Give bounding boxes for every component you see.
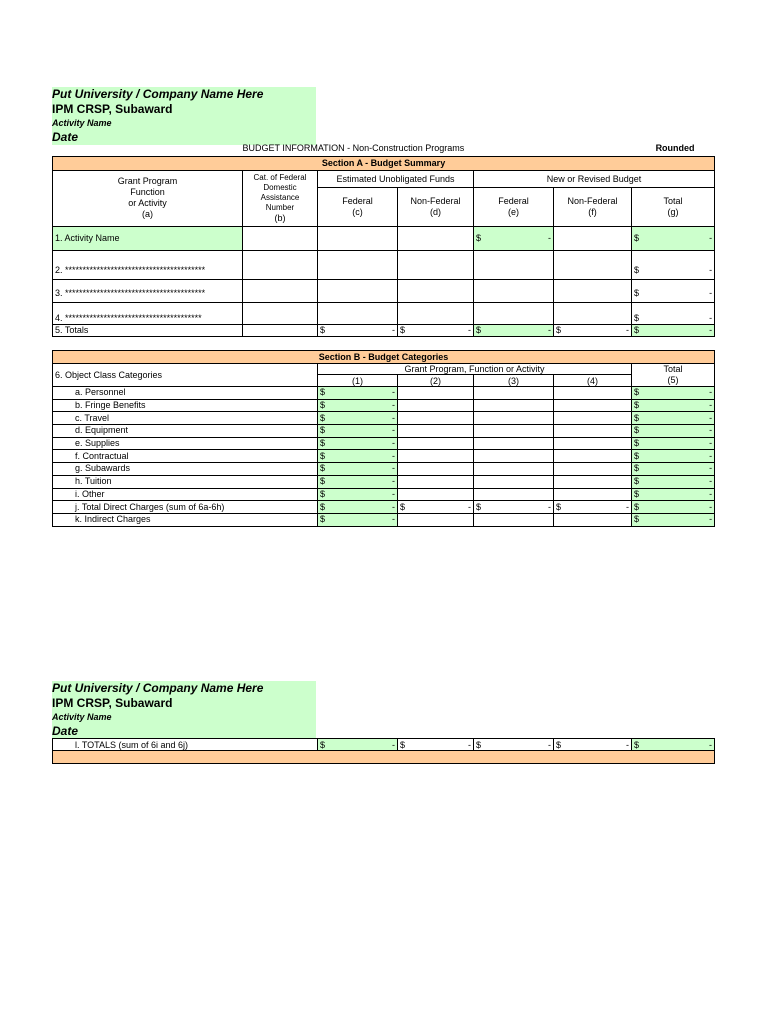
input-cell[interactable]	[554, 513, 632, 526]
table-row	[53, 250, 715, 279]
money-cell[interactable]: $ -	[318, 475, 398, 488]
money-cell[interactable]: $ -	[398, 501, 474, 514]
input-cell[interactable]	[398, 450, 474, 463]
row-label: g. Subawards	[53, 463, 318, 476]
money-cell[interactable]: $ -	[632, 399, 715, 412]
money-cell: $ -	[632, 739, 715, 751]
input-cell[interactable]	[554, 475, 632, 488]
input-cell[interactable]	[474, 399, 554, 412]
money-cell[interactable]: $ -	[318, 399, 398, 412]
input-cell[interactable]	[398, 279, 474, 302]
header-block-2	[52, 681, 316, 739]
money-cell[interactable]: $ -	[318, 412, 398, 425]
input-cell[interactable]	[398, 226, 474, 250]
row-label: h. Tuition	[53, 475, 318, 488]
row-label: i. Other	[53, 488, 318, 501]
section-b-title: Section B - Budget Categories	[53, 351, 715, 364]
rounded-label: Rounded	[655, 143, 695, 153]
input-cell[interactable]	[318, 302, 398, 324]
table-row	[53, 412, 715, 425]
subaward-label: IPM CRSP, Subaward	[52, 696, 173, 710]
money-cell: $ -	[554, 324, 632, 336]
input-cell[interactable]	[554, 425, 632, 438]
money-cell[interactable]: $ -	[318, 437, 398, 450]
col-d-header: Non-Federal (d)	[398, 187, 474, 226]
section-b-table	[52, 350, 715, 527]
grant-program-header: Grant Program, Function or Activity	[318, 364, 632, 375]
input-cell[interactable]	[474, 475, 554, 488]
table-row	[53, 279, 715, 302]
input-cell[interactable]	[474, 463, 554, 476]
money-cell[interactable]: $ -	[632, 501, 715, 514]
totals-row	[53, 739, 715, 751]
money-cell[interactable]: $ -	[318, 501, 398, 514]
input-cell[interactable]	[398, 488, 474, 501]
input-cell[interactable]	[398, 250, 474, 279]
table-row	[53, 475, 715, 488]
row-label: 4. ***************************************	[53, 302, 243, 324]
subaward-label: IPM CRSP, Subaward	[52, 102, 173, 116]
section-a-table	[52, 143, 715, 337]
money-cell[interactable]: $ -	[632, 387, 715, 400]
money-cell[interactable]: $ -	[632, 463, 715, 476]
total-5-header: Total (5)	[632, 364, 715, 387]
row-label: e. Supplies	[53, 437, 318, 450]
input-cell[interactable]	[554, 226, 632, 250]
input-cell[interactable]	[474, 387, 554, 400]
input-cell[interactable]	[474, 302, 554, 324]
table-row	[53, 425, 715, 438]
row-label: a. Personnel	[53, 387, 318, 400]
table-row	[53, 302, 715, 324]
table-row	[53, 399, 715, 412]
money-cell: $ -	[318, 324, 398, 336]
input-cell[interactable]	[554, 399, 632, 412]
money-cell[interactable]: $ -	[632, 437, 715, 450]
input-cell[interactable]	[474, 437, 554, 450]
input-cell[interactable]	[474, 450, 554, 463]
money-cell[interactable]: $ -	[632, 450, 715, 463]
money-cell: $ -	[318, 739, 398, 751]
input-cell[interactable]	[554, 488, 632, 501]
input-cell[interactable]	[554, 412, 632, 425]
input-cell[interactable]	[398, 475, 474, 488]
money-cell[interactable]: $ -	[554, 501, 632, 514]
date-label: Date	[52, 130, 79, 144]
col-g-header: Total (g)	[632, 187, 715, 226]
money-cell: $ -	[474, 324, 554, 336]
input-cell[interactable]	[474, 425, 554, 438]
col-a-header: Grant Program Function or Activity (a)	[53, 170, 243, 226]
row-label: b. Fringe Benefits	[53, 399, 318, 412]
input-cell[interactable]	[398, 302, 474, 324]
table-row	[53, 488, 715, 501]
row-label: 5. Totals	[53, 324, 243, 336]
money-cell: $ -	[554, 739, 632, 751]
table-row	[53, 463, 715, 476]
col-b-header: Cat. of Federal Domestic Assistance Number (b)	[243, 170, 318, 226]
money-cell: $ -	[398, 739, 474, 751]
input-cell[interactable]	[318, 250, 398, 279]
input-cell[interactable]	[398, 437, 474, 450]
col-4-header: (4)	[554, 375, 632, 387]
row-label: f. Contractual	[53, 450, 318, 463]
company-name: Put University / Company Name Here	[52, 87, 264, 101]
object-class-header: 6. Object Class Categories	[53, 364, 318, 387]
table-row	[53, 501, 715, 514]
money-cell: $ -	[398, 324, 474, 336]
input-cell[interactable]	[398, 399, 474, 412]
input-cell[interactable]	[554, 250, 632, 279]
col-f-header: Non-Federal (f)	[554, 187, 632, 226]
estimated-unobligated-header: Estimated Unobligated Funds	[318, 170, 474, 187]
money-cell: $ -	[632, 324, 715, 336]
row-label: 2. ****************************************	[53, 250, 243, 279]
table-row	[53, 387, 715, 400]
empty-cell	[243, 324, 318, 336]
date-label: Date	[52, 724, 79, 738]
input-cell[interactable]	[318, 226, 398, 250]
money-cell[interactable]: $ -	[632, 475, 715, 488]
money-cell[interactable]: $ -	[318, 425, 398, 438]
header-block	[52, 87, 316, 145]
input-cell[interactable]	[398, 463, 474, 476]
money-cell[interactable]: $ -	[318, 488, 398, 501]
money-cell[interactable]: $ -	[318, 463, 398, 476]
totals-table	[52, 738, 715, 764]
money-cell[interactable]: $ -	[318, 450, 398, 463]
input-cell[interactable]	[554, 302, 632, 324]
table-row	[53, 513, 715, 526]
budget-title: BUDGET INFORMATION - Non-Construction Programs	[242, 143, 465, 153]
input-cell[interactable]	[554, 463, 632, 476]
money-cell[interactable]: $ -	[318, 513, 398, 526]
money-cell[interactable]: $ -	[632, 488, 715, 501]
input-cell[interactable]	[398, 387, 474, 400]
totals-row	[53, 324, 715, 336]
input-cell[interactable]	[474, 488, 554, 501]
table-row	[53, 226, 715, 250]
col-2-header: (2)	[398, 375, 474, 387]
row-label: k. Indirect Charges	[53, 513, 318, 526]
input-cell[interactable]	[243, 226, 318, 250]
money-cell: $ -	[474, 739, 554, 751]
table-row	[53, 437, 715, 450]
row-label: j. Total Direct Charges (sum of 6a-6h)	[53, 501, 318, 514]
input-cell[interactable]	[243, 250, 318, 279]
input-cell[interactable]	[243, 302, 318, 324]
row-label: 1. Activity Name	[53, 226, 243, 250]
activity-name-label: Activity Name	[52, 118, 112, 128]
input-cell[interactable]	[318, 279, 398, 302]
col-1-header: (1)	[318, 375, 398, 387]
company-name: Put University / Company Name Here	[52, 681, 264, 695]
col-c-header: Federal (c)	[318, 187, 398, 226]
money-cell[interactable]: $ -	[632, 302, 715, 324]
input-cell[interactable]	[398, 425, 474, 438]
activity-name-label: Activity Name	[52, 712, 112, 722]
money-cell[interactable]: $ -	[632, 250, 715, 279]
money-cell[interactable]: $ -	[632, 226, 715, 250]
col-e-header: Federal (e)	[474, 187, 554, 226]
col-3-header: (3)	[474, 375, 554, 387]
section-a-title: Section A - Budget Summary	[53, 156, 715, 170]
money-cell[interactable]: $ -	[318, 387, 398, 400]
money-cell[interactable]: $ -	[632, 279, 715, 302]
money-cell[interactable]: $ -	[632, 425, 715, 438]
money-cell[interactable]: $ -	[474, 501, 554, 514]
input-cell[interactable]	[554, 387, 632, 400]
money-cell[interactable]: $ -	[474, 226, 554, 250]
row-label: d. Equipment	[53, 425, 318, 438]
table-row	[53, 450, 715, 463]
input-cell[interactable]	[554, 450, 632, 463]
input-cell[interactable]	[474, 513, 554, 526]
input-cell[interactable]	[474, 250, 554, 279]
input-cell[interactable]	[243, 279, 318, 302]
money-cell[interactable]: $ -	[632, 513, 715, 526]
input-cell[interactable]	[554, 279, 632, 302]
input-cell[interactable]	[554, 437, 632, 450]
money-cell[interactable]: $ -	[632, 412, 715, 425]
input-cell[interactable]	[474, 412, 554, 425]
row-label: 3. ****************************************	[53, 279, 243, 302]
input-cell[interactable]	[474, 279, 554, 302]
footer-bar	[53, 751, 715, 764]
input-cell[interactable]	[398, 513, 474, 526]
new-revised-header: New or Revised Budget	[474, 170, 715, 187]
row-label: c. Travel	[53, 412, 318, 425]
input-cell[interactable]	[398, 412, 474, 425]
row-label: l. TOTALS (sum of 6i and 6j)	[53, 739, 318, 751]
